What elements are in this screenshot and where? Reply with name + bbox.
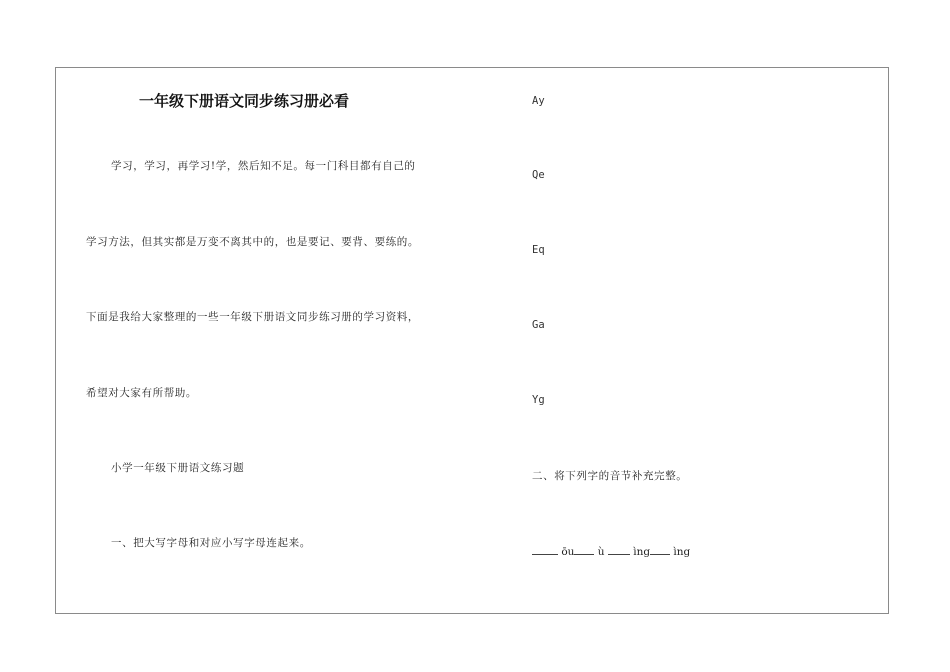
blank-line: [574, 543, 594, 555]
syllable-4: ìng: [673, 546, 691, 558]
paragraph-intro-line-4: 希望对大家有所帮助。: [86, 387, 197, 399]
letter-pair-3: Eq: [532, 244, 545, 256]
syllable-blanks: [532, 543, 690, 558]
syllable-2: ù: [597, 546, 605, 558]
syllable-3: ìng: [633, 546, 651, 558]
section-heading: 小学一年级下册语文练习题: [111, 462, 245, 474]
letter-pair-1: Ay: [532, 95, 545, 107]
letter-pair-5: Yg: [532, 394, 545, 406]
paragraph-intro-line-2: 学习方法，但其实都是万变不离其中的，也是要记、要背、要练的。: [86, 236, 419, 248]
question-two: 二、将下列字的音节补充完整。: [532, 470, 688, 482]
syllable-1: ōu: [561, 546, 575, 558]
question-one: 一、把大写字母和对应小写字母连起来。: [111, 537, 311, 549]
letter-pair-2: Qe: [532, 169, 545, 181]
blank-line: [532, 543, 558, 555]
page-frame: [55, 67, 889, 614]
paragraph-intro-line-1: 学习，学习，再学习!学，然后知不足。每一门科目都有自己的: [111, 160, 416, 172]
letter-pair-4: Ga: [532, 319, 545, 331]
blank-line: [650, 543, 670, 555]
blank-line: [608, 543, 630, 555]
paragraph-intro-line-3: 下面是我给大家整理的一些一年级下册语文同步练习册的学习资料，: [86, 311, 419, 323]
document-title: 一年级下册语文同步练习册必看: [139, 92, 350, 110]
